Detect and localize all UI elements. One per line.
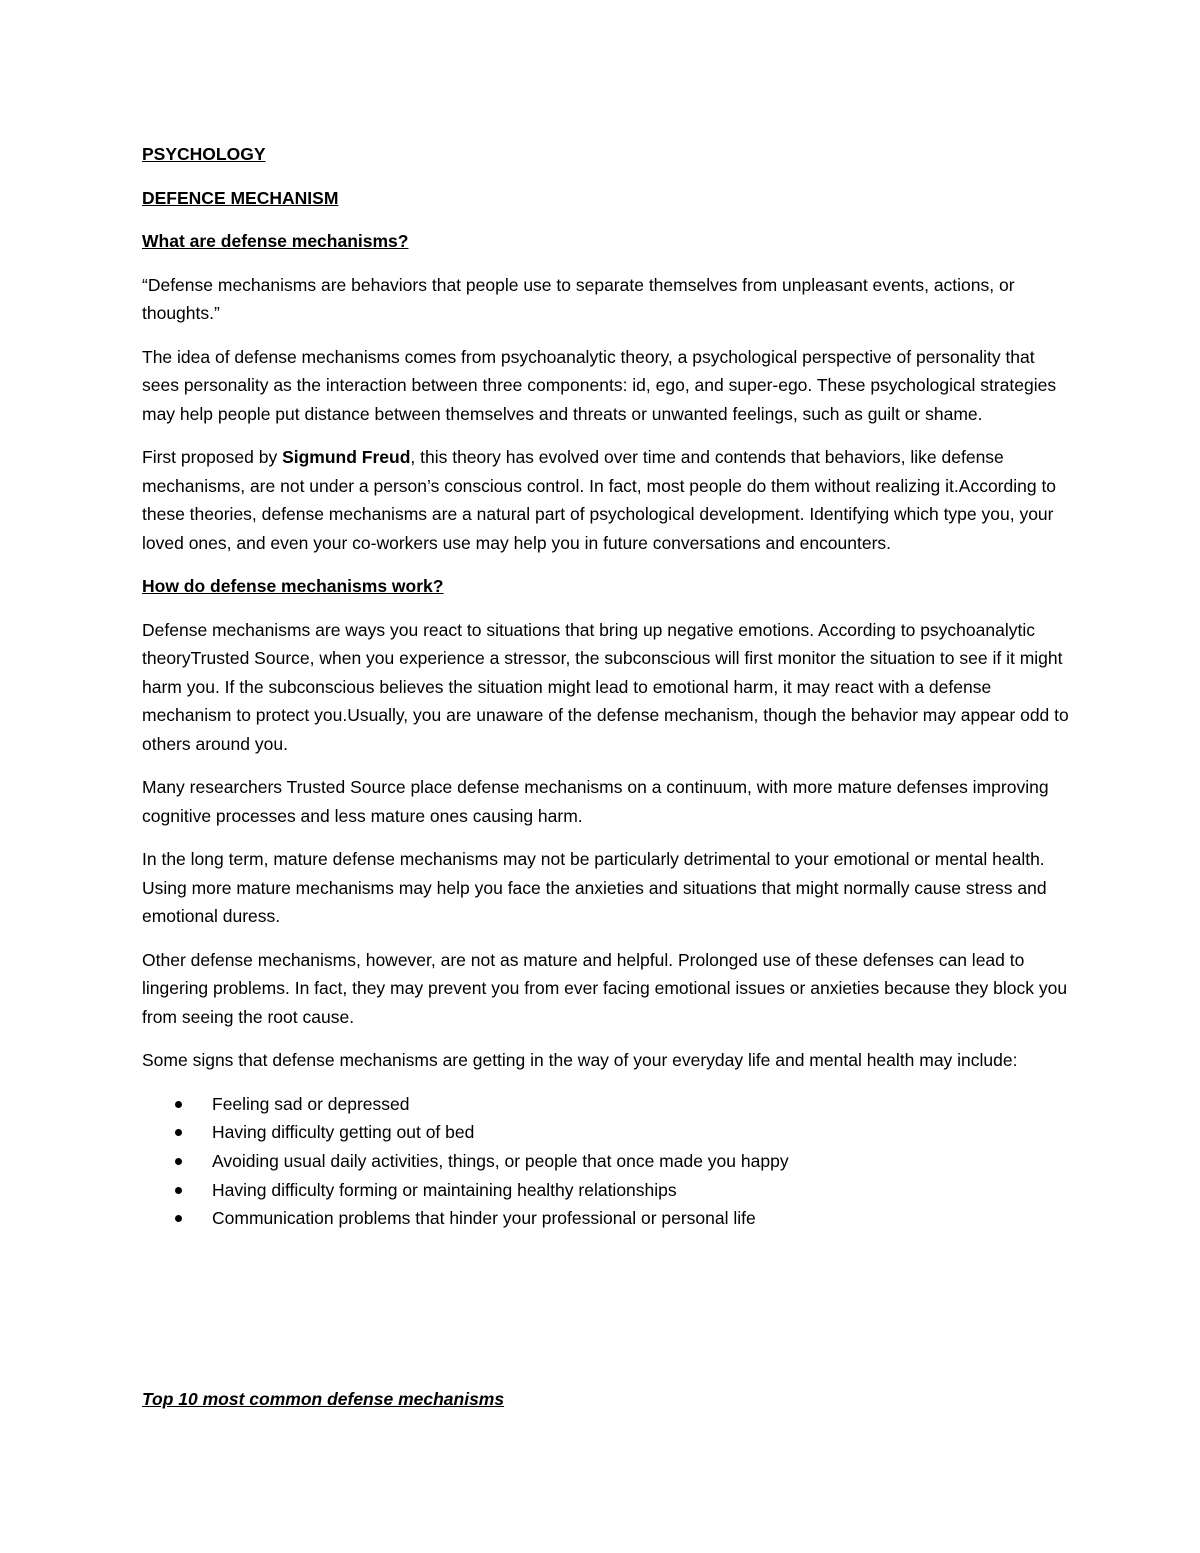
list-item (142, 1090, 1072, 1119)
list-item-text: Having difficulty forming or maintaining healthy relationships (212, 1179, 677, 1200)
idea-paragraph: The idea of defense mechanisms comes from psychoanalytic theory, a psychological perspective of personality that sees personality as the interaction between three components: id, ego, and super-ego. These psychological strategies may help people put distance between themselves and threats or unwanted feelings, such as guilt or shame. (142, 346, 1057, 424)
list-item (142, 1118, 1072, 1147)
document-body (142, 140, 1072, 1233)
list-item-text: Communication problems that hinder your professional or personal life (212, 1208, 756, 1229)
freud-text-before: First proposed by (142, 447, 283, 467)
signs-paragraph: Some signs that defense mechanisms are getting in the way of your everyday life and mental health may include: (142, 1050, 1018, 1070)
topic-heading: DEFENCE MECHANISM (142, 187, 339, 208)
bullet-icon (175, 1129, 182, 1136)
list-item-text: Having difficulty getting out of bed (212, 1122, 475, 1143)
other-paragraph: Other defense mechanisms, however, are not as mature and helpful. Prolonged use of these defenses can lead to lingering problems. In fact, they may prevent you from ever facing emotional issues or anxieties because they block you from seeing the root cause. (142, 949, 1068, 1027)
longterm-paragraph: In the long term, mature defense mechanisms may not be particularly detrimental to your emotional or mental health. Using more mature mechanisms may help you face the anxieties and situations that might normally cause stress and emotional duress. (142, 849, 1047, 926)
bullet-icon (175, 1215, 182, 1222)
freud-name: Sigmund Freud (282, 447, 411, 467)
list-item-text: Avoiding usual daily activities, things, or people that once made you happy (212, 1150, 789, 1171)
freud-text-after: , this theory has evolved over time and contends that behaviors, like defense mechanisms, are not under a person’s conscious control. In fact, most people do them without realizing it.According to these theories, defense mechanisms are a natural part of psychological development. Identifying which type you, your loved ones, and even your co-workers use may help you in future conversations and encounters. (142, 447, 1057, 553)
quote-paragraph: “Defense mechanisms are behaviors that people use to separate themselves from unpleasant events, actions, or thoughts.” (142, 274, 1015, 323)
list-item (142, 1204, 1072, 1233)
list-item-text: Feeling sad or depressed (212, 1093, 410, 1114)
list-item (142, 1176, 1072, 1205)
signs-list (142, 1090, 1072, 1234)
bullet-icon (175, 1101, 182, 1108)
work-paragraph: Defense mechanisms are ways you react to situations that bring up negative emotions. According to psychoanalytic theoryTrusted Source, when you experience a stressor, the subconscious will first monitor the situation to see if it might harm you. If the subconscious believes the situation might lead to emotional harm, it may react with a defense mechanism to protect you.Usually, you are unaware of the defense mechanism, though the behavior may appear odd to others around you. (142, 619, 1069, 754)
list-item (142, 1147, 1072, 1176)
section-title: Top 10 most common defense mechanisms (142, 1389, 505, 1409)
bullet-icon (175, 1158, 182, 1165)
question-heading-how: How do defense mechanisms work? (142, 576, 444, 596)
bullet-icon (175, 1187, 182, 1194)
freud-paragraph (142, 443, 1072, 557)
subject-heading: PSYCHOLOGY (142, 144, 266, 164)
question-heading-what: What are defense mechanisms? (142, 231, 409, 251)
researchers-paragraph: Many researchers Trusted Source place defense mechanisms on a continuum, with more mature defenses improving cognitive processes and less mature ones causing harm. (142, 777, 1049, 826)
